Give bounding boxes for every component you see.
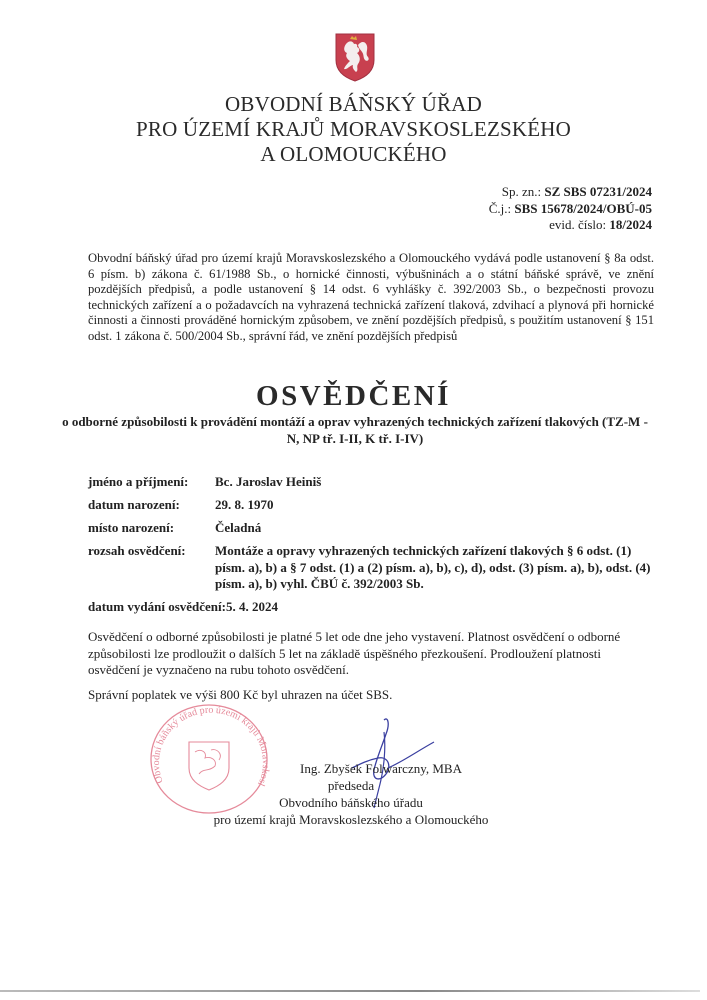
cj-value: SBS 15678/2024/OBÚ-05 <box>514 200 652 216</box>
signer-name: Ing. Zbyšek Folwarczny, MBA <box>300 761 462 776</box>
certificate-subtitle: o odborné způsobilosti k provádění montáží a oprav vyhrazených technických zařízení tlakových (TZ-M - N, NP tř. I-II, K tř. I-IV) <box>62 414 648 446</box>
certificate-heading: OSVĚDČENÍ <box>256 380 451 412</box>
authority-title-line-2: PRO ÚZEMÍ KRAJŮ MORAVSKOSLEZSKÉHO <box>135 117 571 141</box>
cj-label: Č.j.: <box>488 200 515 216</box>
sp-zn-label: Sp. zn.: <box>501 184 545 199</box>
sp-zn-value: SZ SBS 07231/2024 <box>544 184 652 199</box>
birth-place-value: Čeladná <box>215 520 262 535</box>
name-label: jméno a příjmení: <box>88 474 189 489</box>
scope-value: Montáže a opravy vyhrazených technických zařízení tlakových § 6 odst. (1) písm. a), b) a § 7 odst. (1) a (2) písm. a), b), c), d), odst. (3) písm. a), b), odst. (4) písm. a), b) vyhl. ČBÚ č. 392/2003 Sb. <box>215 543 651 591</box>
reference-numbers <box>489 184 652 234</box>
cj-line <box>489 201 652 218</box>
intro-paragraph: Obvodní báňský úřad pro území krajů Moravskoslezského a Olomouckého vydává podle ustanovení § 8a odst. 6 písm. b) zákona č. 61/1988 Sb., o hornické činnosti, výbušninách a o státní báňské správě, ve znění pozdějších předpisů, a podle ustanovení § 14 odst. 6 vyhlášky č. 392/2003 Sb., o bezpečnosti provozu technických zařízení a o požadavcích na vyhrazená technická zařízení tlaková, zdvihací a plynová při hornické činnosti a činnosti prováděné hornickým způsobem, ve znění pozdějších předpisů, s použitím ustanovení § 151 odst. 1 zákona č. 500/2004 Sb., správní řád, ve znění pozdějších předpisů <box>88 251 654 343</box>
signer-org-line-1: Obvodního báňského úřadu <box>279 795 423 810</box>
signer-block <box>196 760 506 828</box>
authority-title-line-1: OBVODNÍ BÁŇSKÝ ÚŘAD <box>225 92 482 116</box>
stamp-text: Obvodní báňský úřad pro území krajů Moravskosl <box>150 704 272 788</box>
evid-line <box>489 217 652 234</box>
fee-paragraph: Správní poplatek ve výši 800 Kč byl uhrazen na účet SBS. <box>88 687 393 702</box>
scan-edge-line <box>0 990 700 992</box>
birth-date-label: datum narození: <box>88 497 180 512</box>
birth-place-label: místo narození: <box>88 520 175 535</box>
scope-label: rozsah osvědčení: <box>88 543 186 558</box>
coat-of-arms-emblem <box>334 32 376 82</box>
evid-label: evid. číslo: <box>549 217 610 232</box>
name-value: Bc. Jaroslav Heiniš <box>215 474 322 489</box>
sp-zn-line <box>489 184 652 201</box>
issue-date-value: 5. 4. 2024 <box>226 599 278 614</box>
validity-paragraph: Osvědčení o odborné způsobilosti je platné 5 let ode dne jeho vystavení. Platnost osvědčení o odborné způsobilosti lze prodloužit o dalších 5 let na základě úspěšného přezkoušení. Prodloužení platnosti osvědčení je vyznačeno na rubu tohoto osvědčení. <box>88 629 621 677</box>
birth-date-value: 29. 8. 1970 <box>215 497 274 512</box>
signer-org-line-2: pro území krajů Moravskoslezského a Olomouckého <box>213 812 489 827</box>
authority-title-line-3: A OLOMOUCKÉHO <box>260 142 447 166</box>
signer-role: předseda <box>327 778 375 793</box>
issue-date-label: datum vydání osvědčení: <box>88 599 226 614</box>
evid-value: 18/2024 <box>609 217 652 232</box>
